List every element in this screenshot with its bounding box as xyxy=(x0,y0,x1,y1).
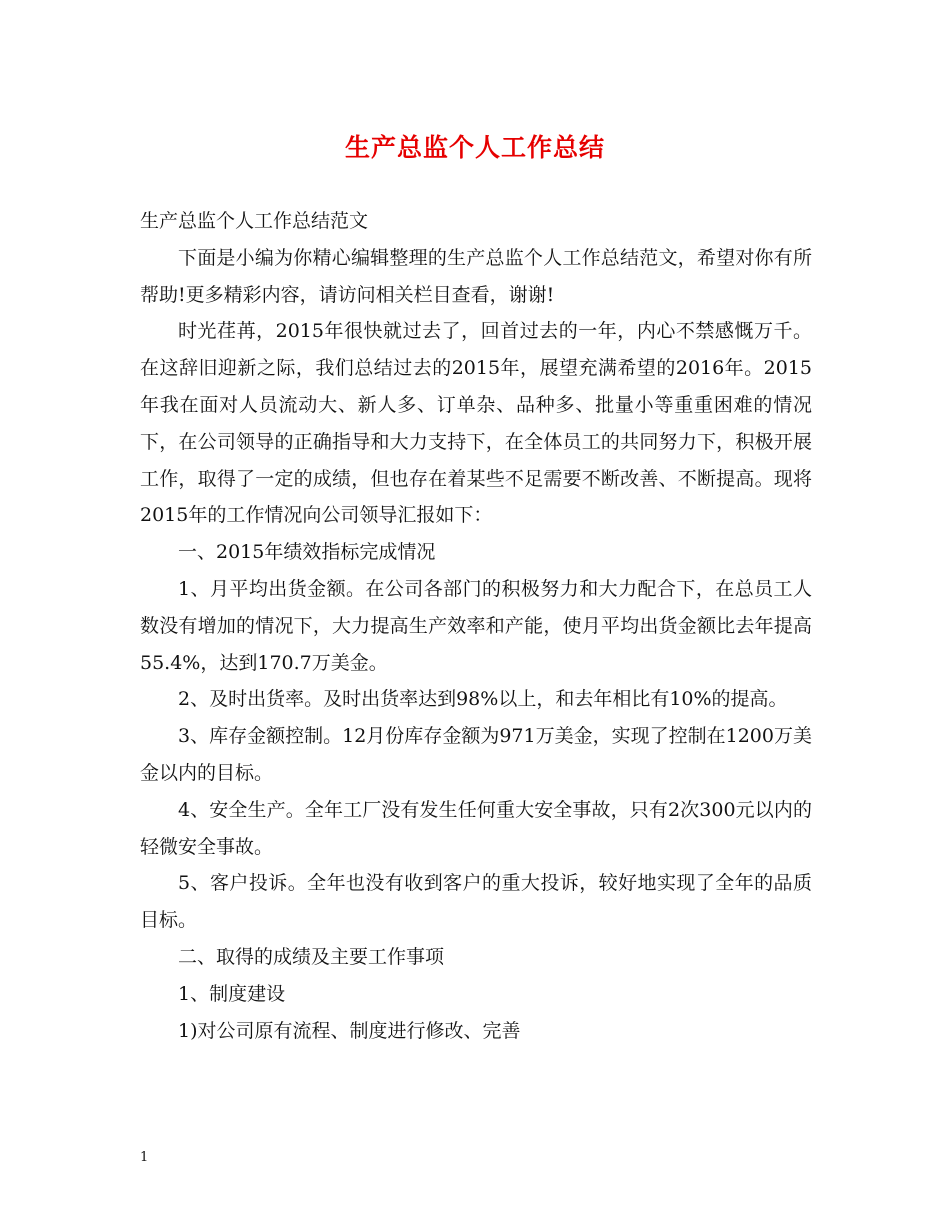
section-heading-1: 一、2015年绩效指标完成情况 xyxy=(178,541,436,564)
item-paragraph-ontime: 2、及时出货率。及时出货率达到98%以上，和去年相比有10%的提高。 xyxy=(178,688,788,711)
item-paragraph-shipment: 1、月平均出货金额。在公司各部门的积极努力和大力配合下，在总员工人数没有增加的情况下，大力提高生产效率和产能，使月平均出货金额比去年提高55.4%，达到170.7万美金。 xyxy=(140,577,812,674)
section-heading-2: 二、取得的成绩及主要工作事项 xyxy=(178,945,445,968)
intro-paragraph: 下面是小编为你精心编辑整理的生产总监个人工作总结范文，希望对你有所帮助!更多精彩内容，请访问相关栏目查看，谢谢! xyxy=(140,246,812,306)
sub-item-paragraph: 1)对公司原有流程、制度进行修改、完善 xyxy=(178,1019,521,1042)
document-body xyxy=(140,203,812,1049)
subtitle-paragraph: 生产总监个人工作总结范文 xyxy=(140,210,369,232)
item-paragraph-complaints: 5、客户投诉。全年也没有收到客户的重大投诉，较好地实现了全年的品质目标。 xyxy=(140,872,812,932)
subsection-heading: 1、制度建设 xyxy=(178,982,286,1005)
item-paragraph-inventory: 3、库存金额控制。12月份库存金额为971万美金，实现了控制在1200万美金以内的目标。 xyxy=(140,725,812,784)
page-title: 生产总监个人工作总结 xyxy=(344,133,605,162)
page-number: 1 xyxy=(140,1150,149,1165)
overview-paragraph: 时光荏苒，2015年很快就过去了，回首过去的一年，内心不禁感慨万千。在这辞旧迎新之际，我们总结过去的2015年，展望充满希望的2016年。2015年我在面对人员流动大、新人多、订单杂、品种多、批量小等重重困难的情况下，在公司领导的正确指导和大力支持下，在全体员工的共同努力下，积极开展工作，取得了一定的成绩，但也存在着某些不足需要不断改善、不断提高。现将2015年的工作情况向公司领导汇报如下： xyxy=(140,320,812,527)
item-paragraph-safety: 4、安全生产。全年工厂没有发生任何重大安全事故，只有2次300元以内的轻微安全事故。 xyxy=(140,798,812,858)
